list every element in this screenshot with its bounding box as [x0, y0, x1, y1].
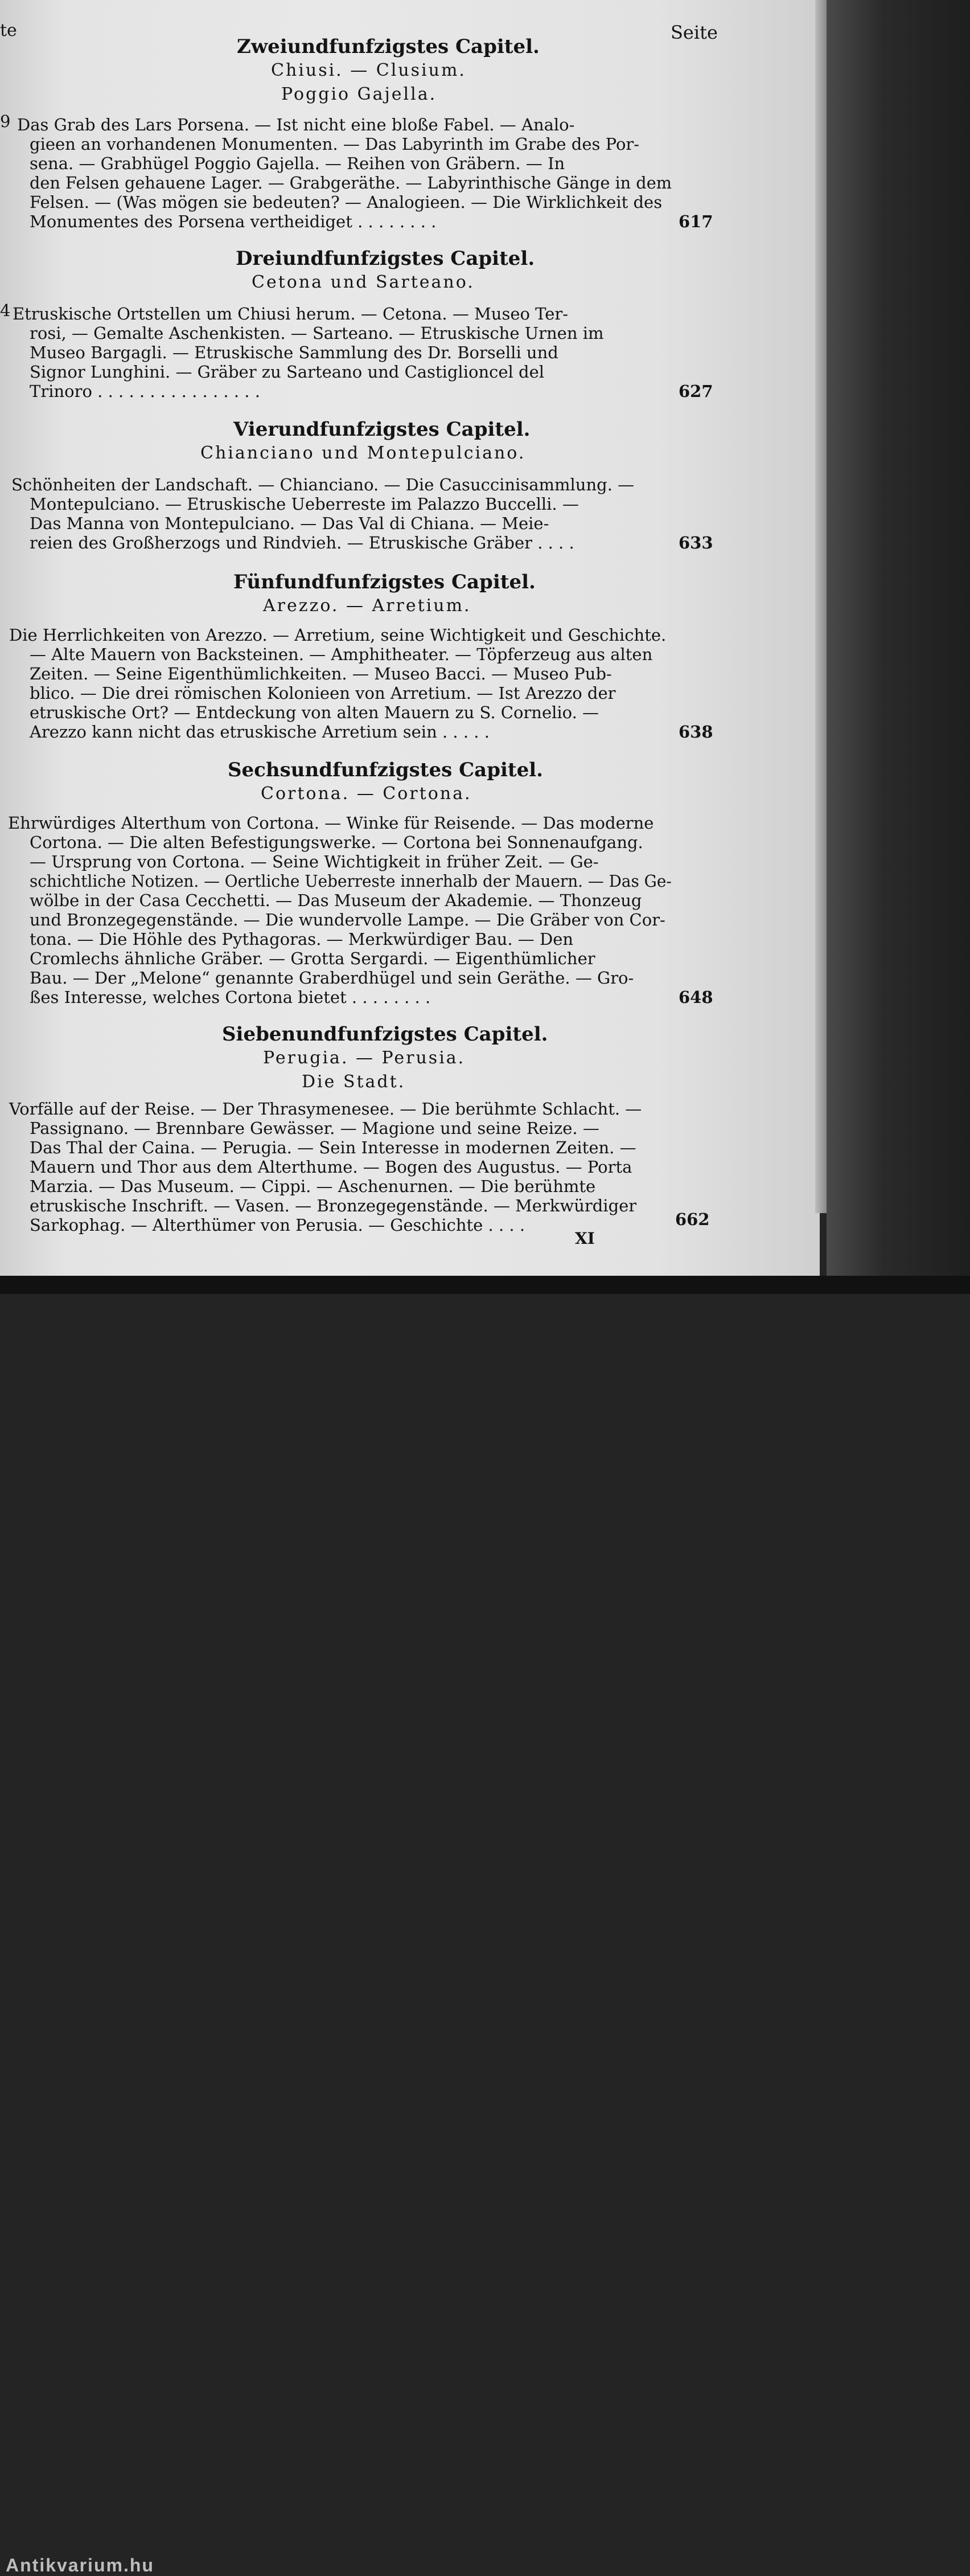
chapter-subtitle: Poggio Gajella.: [281, 84, 437, 104]
toc-line: Montepulciano. — Etruskische Ueberreste im Palazzo Buccelli. —: [30, 494, 579, 514]
header-seite-label: Seite: [671, 22, 718, 43]
page-number: 617: [679, 212, 713, 231]
chapter-title: Vierundfunfzigstes Capitel.: [233, 418, 531, 441]
toc-line: ßes Interesse, welches Cortona bietet . . . . . . . .: [30, 988, 431, 1007]
toc-line: — Alte Mauern von Backsteinen. — Amphitheater. — Töpferzeug aus alten: [30, 645, 653, 664]
toc-line: Das Thal der Caina. — Perugia. — Sein Interesse in modernen Zeiten. —: [30, 1138, 636, 1157]
toc-line: Monumentes des Porsena vertheidiget . . . . . . . .: [30, 212, 437, 231]
chapter-subtitle: Chiusi. — Clusium.: [271, 60, 466, 80]
toc-line: Felsen. — (Was mögen sie bedeuten? — Analogieen. — Die Wirklichkeit des: [30, 193, 663, 212]
toc-line: Signor Lunghini. — Gräber zu Sarteano und Castiglioncel del: [30, 362, 545, 382]
toc-line: Das Manna von Montepulciano. — Das Val di Chiana. — Meie-: [30, 514, 549, 533]
toc-line: Passignano. — Brennbare Gewässer. — Magione und seine Reize. —: [30, 1119, 599, 1138]
toc-line: — Ursprung von Cortona. — Seine Wichtigkeit in früher Zeit. — Ge-: [30, 852, 599, 871]
toc-line: Etruskische Ortstellen um Chiusi herum. — Cetona. — Museo Ter-: [13, 304, 569, 323]
margin-number: 9: [0, 112, 11, 131]
page-edge: [815, 0, 827, 1213]
toc-line: Arezzo kann nicht das etruskische Arretium sein . . . . .: [30, 722, 490, 742]
chapter-subtitle: Cortona. — Cortona.: [261, 784, 472, 804]
toc-line: sena. — Grabhügel Poggio Gajella. — Reihen von Gräbern. — In: [30, 154, 565, 173]
toc-line: gieen an vorhandenen Monumenten. — Das Labyrinth im Grabe des Por-: [30, 134, 640, 154]
toc-line: Cromlechs ähnliche Gräber. — Grotta Sergardi. — Eigenthümlicher: [30, 949, 595, 968]
chapter-subtitle: Die Stadt.: [302, 1072, 406, 1092]
chapter-subtitle: Arezzo. — Arretium.: [263, 596, 471, 616]
toc-line: rosi, — Gemalte Aschenkisten. — Sarteano. — Etruskische Urnen im: [30, 323, 604, 343]
toc-line: Trinoro . . . . . . . . . . . . . . . .: [30, 382, 260, 401]
book-page: [0, 0, 820, 1294]
chapter-title: Sechsundfunfzigstes Capitel.: [228, 759, 543, 781]
toc-line: den Felsen gehauene Lager. — Grabgeräthe. — Labyrinthische Gänge in dem: [30, 173, 672, 193]
margin-number: 4: [0, 301, 11, 320]
toc-line: Ehrwürdiges Alterthum von Cortona. — Winke für Reisende. — Das moderne: [8, 813, 654, 833]
page-folio: XI: [575, 1229, 595, 1248]
toc-line: Die Herrlichkeiten von Arezzo. — Arretium, seine Wichtigkeit und Geschichte.: [9, 625, 667, 645]
page-number: 633: [679, 533, 713, 552]
toc-line: Marzia. — Das Museum. — Cippi. — Aschenurnen. — Die berühmte: [30, 1177, 596, 1196]
chapter-title: Zweiundfunfzigstes Capitel.: [237, 35, 540, 58]
chapter-title: Fünfundfunfzigstes Capitel.: [233, 571, 536, 593]
bottom-strip: [0, 1276, 970, 2575]
toc-line: Bau. — Der „Melone“ genannte Graberdhügel und sein Geräthe. — Gro-: [30, 968, 634, 988]
page-number: 638: [679, 722, 713, 742]
page-number: 662: [675, 1210, 710, 1229]
page-number: 648: [679, 988, 713, 1007]
chapter-subtitle: Perugia. — Perusia.: [263, 1048, 466, 1068]
toc-line: schichtliche Notizen. — Oertliche Ueberreste innerhalb der Mauern. — Das Ge-: [30, 871, 672, 891]
toc-line: Vorfälle auf der Reise. — Der Thrasymenesee. — Die berühmte Schlacht. —: [9, 1099, 642, 1119]
page-number: 627: [679, 382, 713, 401]
toc-line: reien des Großherzogs und Rindvieh. — Etruskische Gräber . . . .: [30, 533, 574, 552]
toc-line: Das Grab des Lars Porsena. — Ist nicht eine bloße Fabel. — Analo-: [17, 115, 575, 134]
watermark: Antikvarium.hu: [6, 2555, 154, 2575]
toc-line: Schönheiten der Landschaft. — Chianciano. — Die Casuccinisammlung. —: [11, 475, 635, 494]
chapter-subtitle: Cetona und Sarteano.: [252, 272, 475, 292]
toc-line: Cortona. — Die alten Befestigungswerke. — Cortona bei Sonnenaufgang.: [30, 833, 643, 852]
header-left-fragment: te: [0, 21, 17, 40]
toc-line: tona. — Die Höhle des Pythagoras. — Merkwürdiger Bau. — Den: [30, 929, 574, 949]
toc-line: etruskische Ort? — Entdeckung von alten Mauern zu S. Cornelio. —: [30, 703, 599, 722]
toc-line: Sarkophag. — Alterthümer von Perusia. — Geschichte . . . .: [30, 1215, 525, 1235]
chapter-title: Dreiundfunfzigstes Capitel.: [236, 247, 535, 270]
toc-line: wölbe in der Casa Cecchetti. — Das Museum der Akademie. — Thonzeug: [30, 891, 642, 910]
toc-line: Zeiten. — Seine Eigenthümlichkeiten. — Museo Bacci. — Museo Pub-: [30, 664, 612, 683]
toc-line: blico. — Die drei römischen Kolonieen von Arretium. — Ist Arezzo der: [30, 683, 616, 703]
background-shadow: [827, 0, 970, 1294]
toc-line: etruskische Inschrift. — Vasen. — Bronzegegenstände. — Merkwürdiger: [30, 1196, 637, 1215]
chapter-subtitle: Chianciano und Montepulciano.: [200, 443, 526, 463]
toc-line: Mauern und Thor aus dem Alterthume. — Bogen des Augustus. — Porta: [30, 1157, 632, 1177]
toc-line: Museo Bargagli. — Etruskische Sammlung des Dr. Borselli und: [30, 343, 558, 362]
toc-line: und Bronzegegenstände. — Die wundervolle Lampe. — Die Gräber von Cor-: [30, 910, 665, 929]
chapter-title: Siebenundfunfzigstes Capitel.: [222, 1023, 548, 1046]
